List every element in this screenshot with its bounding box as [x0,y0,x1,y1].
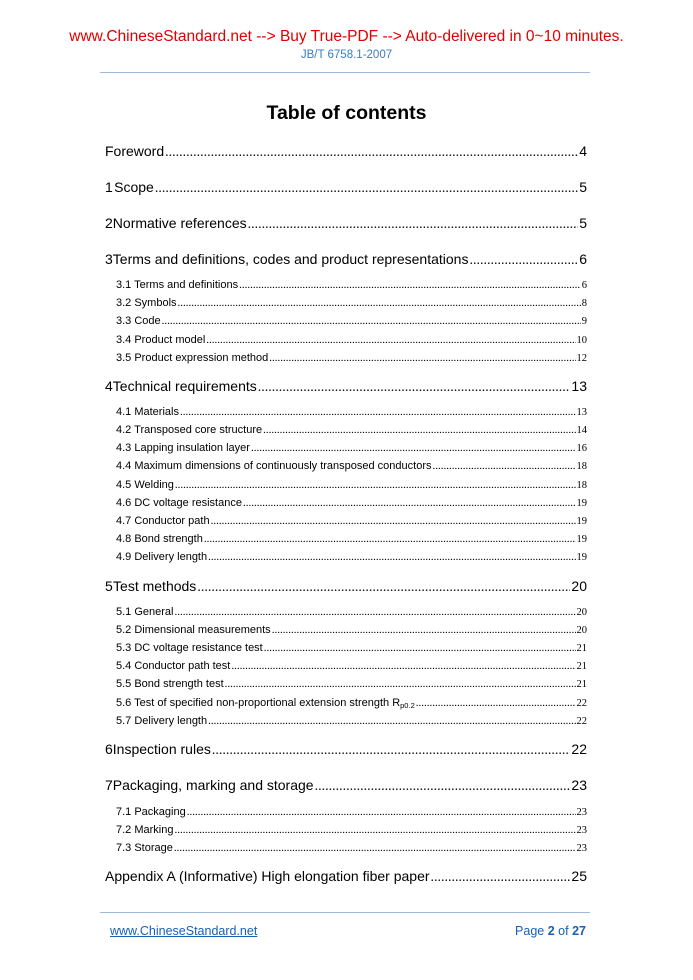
toc-page: 21 [576,643,587,654]
toc-page: 21 [576,679,587,690]
toc-leader [225,678,576,690]
toc-page: 18 [576,480,587,491]
footer-page-number [515,924,586,938]
toc-label: Test methods [113,578,197,594]
toc-entry-5-2[interactable] [116,624,587,636]
toc-entry-4-8[interactable] [116,533,587,545]
toc-page: 6 [581,280,587,291]
standard-number: JB/T 6758.1-2007 [300,49,393,61]
toc-label: Appendix A (Informative) High elongation fiber paper [105,868,430,884]
toc-entry-foreword[interactable] [105,143,587,161]
toc-page: 23 [576,807,587,818]
toc-page: 22 [576,698,587,709]
toc-entry-3-5[interactable] [116,352,587,364]
toc-entry-5[interactable] [105,578,587,596]
toc-label: 4.3 Lapping insulation layer [116,442,250,454]
toc-label: 4.7 Conductor path [116,515,210,527]
toc-page: 20 [576,607,587,618]
toc-page: 19 [576,552,587,563]
toc-number: 7 [105,777,113,793]
toc-leader [208,715,575,727]
toc-page: 14 [576,425,587,436]
toc-page: 16 [576,443,587,454]
toc-page: 22 [571,741,587,757]
toc-page: 20 [571,578,587,594]
toc-label: 3.5 Product expression method [116,352,269,364]
toc-entry-3-3[interactable] [116,315,587,327]
toc-label: 4.8 Bond strength [116,533,203,545]
toc-label: 5.5 Bond strength test [116,678,224,690]
toc-label [116,697,415,710]
toc-entry-4-7[interactable] [116,515,587,527]
toc-label: Normative references [112,215,247,231]
toc-label: 4.6 DC voltage resistance [116,497,242,509]
toc-entry-4-3[interactable] [116,442,587,454]
toc-entry-4-1[interactable] [116,406,587,418]
toc-label: Foreword [105,143,165,159]
toc-page: 19 [576,516,587,527]
toc-label: 7.2 Marking [116,824,174,836]
banner-text[interactable]: www.ChineseStandard.net --> Buy True-PDF --> Auto-delivered in 0~10 minutes. [69,28,624,45]
toc-page: 4 [579,143,587,159]
toc-label: Packaging, marking and storage [112,777,314,793]
toc-label: 4.9 Delivery length [116,551,208,563]
toc-leader [469,253,578,269]
toc-label: 5.3 DC voltage resistance test [116,642,263,654]
toc-label: 4.4 Maximum dimensions of continuously transposed conductors [116,460,432,472]
toc-entry-4-2[interactable] [116,424,587,436]
toc-page: 23 [576,843,587,854]
toc-leader [208,551,575,563]
toc-label-text: 5.6 Test of specified non-proportional extension strength R [116,697,401,709]
toc-entry-1[interactable] [105,179,587,197]
toc-page: 25 [571,868,587,884]
toc-leader [174,606,575,618]
toc-leader [431,870,571,886]
toc-leader [174,842,576,854]
footer-page-total: 27 [572,924,586,938]
toc-leader [243,497,576,509]
toc-leader [206,334,575,346]
toc-entry-3[interactable] [105,251,587,269]
toc-leader [175,479,576,491]
toc-number: 1 [105,179,113,195]
toc-entry-7-2[interactable] [116,824,587,836]
toc-label: 4.1 Materials [116,406,179,418]
toc-label-subscript: p0.2 [400,701,415,710]
toc-entry-4-6[interactable] [116,497,587,509]
toc-entry-4[interactable] [105,378,587,396]
toc-entry-appendix-a[interactable] [105,868,587,886]
toc-leader [433,460,576,472]
toc-page: 19 [576,534,587,545]
toc-page: 5 [579,215,587,231]
toc-label: 5.7 Delivery length [116,715,208,727]
toc-number: 6 [105,741,113,757]
toc-label: 5.2 Dimensional measurements [116,624,271,636]
toc-leader [416,697,576,709]
toc-label: 5.4 Conductor path test [116,660,231,672]
toc-label: Technical requirements [112,378,257,394]
toc-label: Scope [114,179,154,195]
toc-page: 8 [581,298,587,309]
footer-divider [100,912,590,913]
toc-label: 4.2 Transposed core structure [116,424,263,436]
toc-entry-5-6[interactable] [116,697,587,710]
toc-leader [178,297,581,309]
toc-page: 23 [576,825,587,836]
toc-entry-7-1[interactable] [116,806,587,818]
toc-leader [197,580,570,596]
toc-label: 3.2 Symbols [116,297,177,309]
toc-label: 7.3 Storage [116,842,173,854]
toc-entry-5-7[interactable] [116,715,587,727]
toc-entry-2[interactable] [105,215,587,233]
toc-leader [211,515,576,527]
toc-page: 6 [579,251,587,267]
toc-leader [212,743,571,759]
toc-leader [162,315,581,327]
toc-entry-6[interactable] [105,741,587,759]
toc-leader [251,442,576,454]
footer-page-of: of [558,924,569,938]
toc-entry-4-4[interactable] [116,460,587,472]
header-divider [100,72,590,73]
toc-entry-5-4[interactable] [116,660,587,672]
toc-leader [180,406,576,418]
toc-entry-7[interactable] [105,777,587,795]
toc-page: 9 [581,316,587,327]
toc-page: 19 [576,498,587,509]
toc-page: 23 [571,777,587,793]
toc-leader [263,424,575,436]
toc-page: 5 [579,179,587,195]
toc-leader [155,181,578,197]
toc-page: 10 [576,335,587,346]
toc-label: 7.1 Packaging [116,806,186,818]
toc-leader [165,145,578,161]
toc-number: 3 [105,251,113,267]
toc-entry-7-3[interactable] [116,842,587,854]
toc-page: 18 [576,461,587,472]
toc-leader [187,806,576,818]
toc-entry-5-5[interactable] [116,678,587,690]
footer-page-current: 2 [547,924,555,938]
toc-page: 22 [576,716,587,727]
toc-leader [258,380,571,396]
toc-leader [239,279,581,291]
toc-leader [315,779,571,795]
toc-number: 5 [105,578,113,594]
toc-label: 5.1 General [116,606,174,618]
toc-page: 13 [571,378,587,394]
footer-website-link[interactable]: www.ChineseStandard.net [110,924,258,938]
toc-label: 3.4 Product model [116,334,206,346]
toc-entry-3-4[interactable] [116,334,587,346]
toc-page: 13 [576,407,587,418]
toc-label: Terms and definitions, codes and product representations [112,251,469,267]
toc-leader [264,642,576,654]
toc-entry-4-5[interactable] [116,479,587,491]
toc-leader [174,824,575,836]
toc-page: 12 [576,353,587,364]
toc-leader [269,352,575,364]
toc-label: 3.3 Code [116,315,161,327]
toc-number: 2 [105,215,113,231]
toc-leader [204,533,576,545]
toc-page: 20 [576,625,587,636]
toc-entry-3-1[interactable] [116,279,587,291]
toc-entry-5-3[interactable] [116,642,587,654]
page-title: Table of contents [266,102,427,124]
toc-leader [272,624,576,636]
footer-page-word: Page [515,924,545,938]
toc-leader [248,217,579,233]
toc-leader [231,660,575,672]
toc-label: 3.1 Terms and definitions [116,279,239,291]
toc-entry-3-2[interactable] [116,297,587,309]
toc-entry-4-9[interactable] [116,551,587,563]
toc-label: Inspection rules [112,741,211,757]
toc-number: 4 [105,378,113,394]
toc-label: 4.5 Welding [116,479,174,491]
toc-entry-5-1[interactable] [116,606,587,618]
toc-page: 21 [576,661,587,672]
